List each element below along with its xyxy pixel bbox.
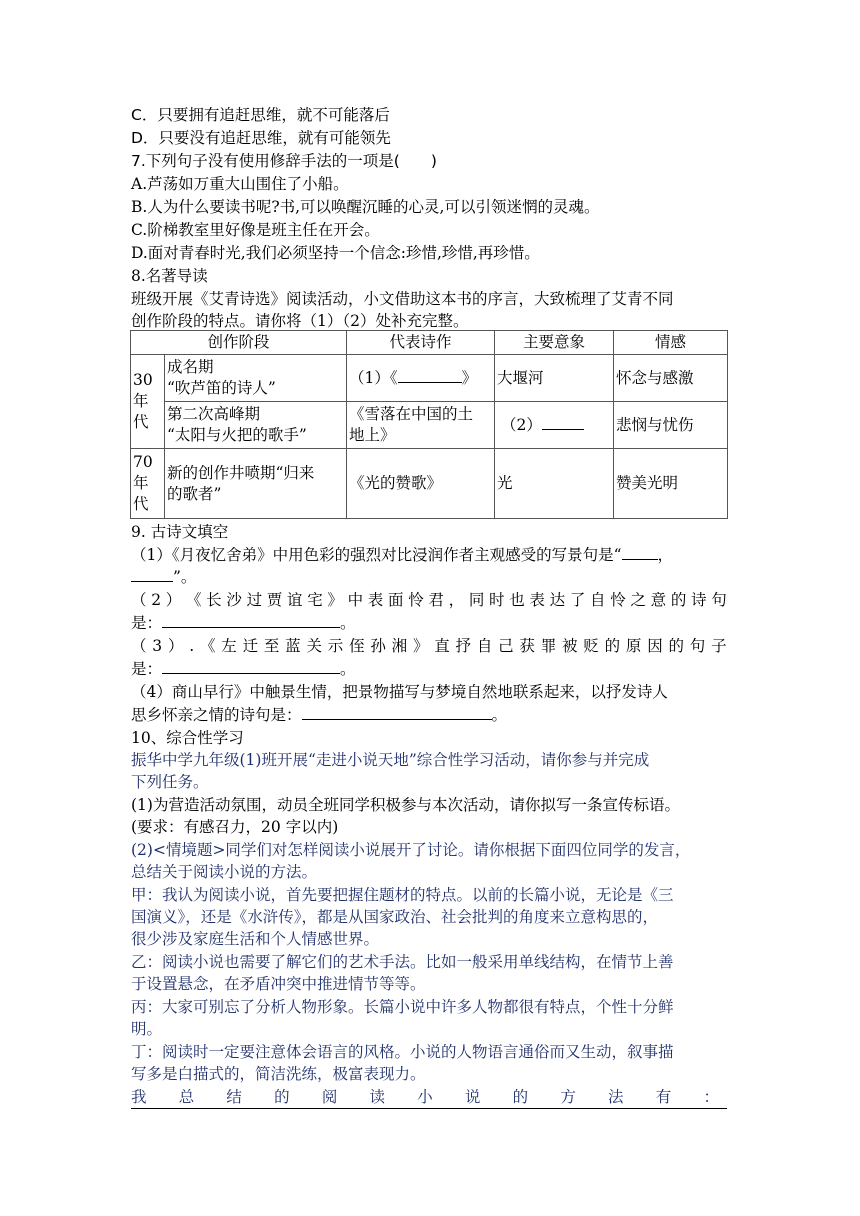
- table-row: [131, 449, 728, 519]
- question-7: 7.下列句子没有使用修辞手法的一项是( ): [131, 152, 437, 170]
- stage-cell: 新的创作井喷期“归来 的歌者”: [165, 449, 347, 519]
- image-cell: 光: [495, 449, 614, 519]
- image-blank[interactable]: [542, 414, 584, 430]
- question-9-2: （ 2 ） 《 长 沙 过 贾 谊 宅 》 中 表 面 怜 君 ， 同 时 也 表 达 了 自 怜 之 意 的 诗 句: [131, 591, 727, 609]
- image-cell: （2）: [495, 402, 614, 449]
- summary-prompt: 我 总 结 的 阅 读 小 说 的 方 法 有 ：: [131, 1088, 719, 1106]
- question-9-1-cont: ”。: [131, 566, 196, 588]
- question-9-4: （4）商山早行》中触景生情，把景物描写与梦境自然地联系起来，以抒发诗人: [131, 683, 668, 701]
- option-c: C．只要拥有追赶思维，就不可能落后: [131, 106, 390, 124]
- question-9-3-cont: 是： 。: [131, 660, 356, 678]
- era-30s: 30 年 代: [131, 355, 165, 449]
- question-7-option-b: B.人为什么要读书呢?书,可以唤醒沉睡的心灵,可以引领迷惘的灵魂。: [131, 198, 600, 216]
- era-70s: 70 年 代: [131, 449, 165, 519]
- header-poem: 代表诗作: [347, 331, 495, 355]
- task-2-cont: 总结关于阅读小说的方法。: [131, 863, 318, 881]
- student-bing-2: 明。: [131, 1020, 163, 1038]
- question-10-intro-2: 下列任务。: [131, 773, 209, 791]
- summary-answer-line[interactable]: [131, 1107, 727, 1109]
- question-7-option-d: D.面对青春时光,我们必须坚持一个信念:珍惜,珍惜,再珍惜。: [131, 244, 540, 262]
- question-9-1: （1）《月夜忆舍弟》中用色彩的强烈对比浸润作者主观感受的写景句是“ ，: [131, 546, 674, 564]
- student-jia-1: 甲：我认为阅读小说，首先要把握住题材的特点。以前的长篇小说，无论是《三: [131, 886, 674, 904]
- question-7-option-a: A.芦荡如万重大山围住了小船。: [131, 175, 349, 193]
- question-10-intro-1: 振华中学九年级(1)班开展“走进小说天地”综合性学习活动，请你参与并完成: [131, 751, 650, 769]
- poem-cell: 《光的赞歌》: [347, 449, 495, 519]
- image-cell: 大堰河: [495, 355, 614, 402]
- question-10: 10、综合性学习: [131, 729, 244, 747]
- task-1-req: (要求：有感召力，20 字以内): [131, 818, 339, 836]
- poem-blank[interactable]: [398, 367, 462, 383]
- poem-cell: （1）《 》: [347, 355, 495, 402]
- student-yi-2: 于设置悬念，在矛盾冲突中推进情节等等。: [131, 975, 426, 993]
- question-8-text-2: 创作阶段的特点。请你将（1）（2）处补充完整。: [131, 312, 469, 330]
- table-header-row: [131, 331, 728, 355]
- option-d: D．只要没有追赶思维，就有可能领先: [131, 129, 391, 147]
- stage-cell: 成名期 “吹芦笛的诗人”: [165, 355, 347, 402]
- answer-blank[interactable]: [302, 704, 492, 720]
- header-image: 主要意象: [495, 331, 614, 355]
- emotion-cell: 怀念与感激: [614, 355, 728, 402]
- question-9-2-cont: 是： 。: [131, 614, 356, 632]
- student-yi-1: 乙：阅读小说也需要了解它们的艺术手法。比如一般采用单线结构，在情节上善: [131, 953, 674, 971]
- poetry-stage-table: [130, 330, 728, 519]
- question-9-3: （ 3 ） . 《 左 迁 至 蓝 关 示 侄 孙 湘 》 直 抒 自 己 获 罪 被 贬 的 原 因 的 句 子: [131, 637, 727, 655]
- task-2: (2)<情境题>同学们对怎样阅读小说展开了讨论。请你根据下面四位同学的发言，: [131, 841, 691, 859]
- question-7-option-c: C.阶梯教室里好像是班主任在开会。: [131, 221, 380, 239]
- table-row: [131, 402, 728, 449]
- student-jia-2: 国演义》，还是《水浒传》，都是从国家政治、社会批判的角度来立意构思的，: [131, 908, 659, 926]
- student-bing-1: 丙：大家可别忘了分析人物形象。长篇小说中许多人物都很有特点，个性十分鲜: [131, 998, 674, 1016]
- answer-blank[interactable]: [131, 566, 173, 582]
- answer-blank[interactable]: [162, 658, 340, 674]
- header-stage: 创作阶段: [131, 331, 347, 355]
- student-jia-3: 很少涉及家庭生活和个人情感世界。: [131, 930, 380, 948]
- table-row: [131, 355, 728, 402]
- emotion-cell: 悲悯与忧伤: [614, 402, 728, 449]
- student-ding-1: 丁：阅读时一定要注意体会语言的风格。小说的人物语言通俗而又生动，叙事描: [131, 1043, 674, 1061]
- answer-blank[interactable]: [622, 544, 658, 560]
- emotion-cell: 赞美光明: [614, 449, 728, 519]
- question-9-4-cont: 思乡怀亲之情的诗句是： 。: [131, 706, 508, 724]
- answer-blank[interactable]: [162, 612, 340, 628]
- student-ding-2: 写多是白描式的，简洁洗练，极富表现力。: [131, 1065, 426, 1083]
- stage-cell: 第二次高峰期 “太阳与火把的歌手”: [165, 402, 347, 449]
- poem-cell: 《雪落在中国的土 地上》: [347, 402, 495, 449]
- header-emotion: 情感: [614, 331, 728, 355]
- question-8: 8.名著导读: [131, 267, 208, 285]
- question-9: 9. 古诗文填空: [131, 523, 229, 541]
- task-1: (1)为营造活动氛围，动员全班同学积极参与本次活动，请你拟写一条宣传标语。: [131, 796, 680, 814]
- question-8-text-1: 班级开展《艾青诗选》阅读活动，小文借助这本书的序言，大致梳理了艾青不同: [131, 290, 674, 308]
